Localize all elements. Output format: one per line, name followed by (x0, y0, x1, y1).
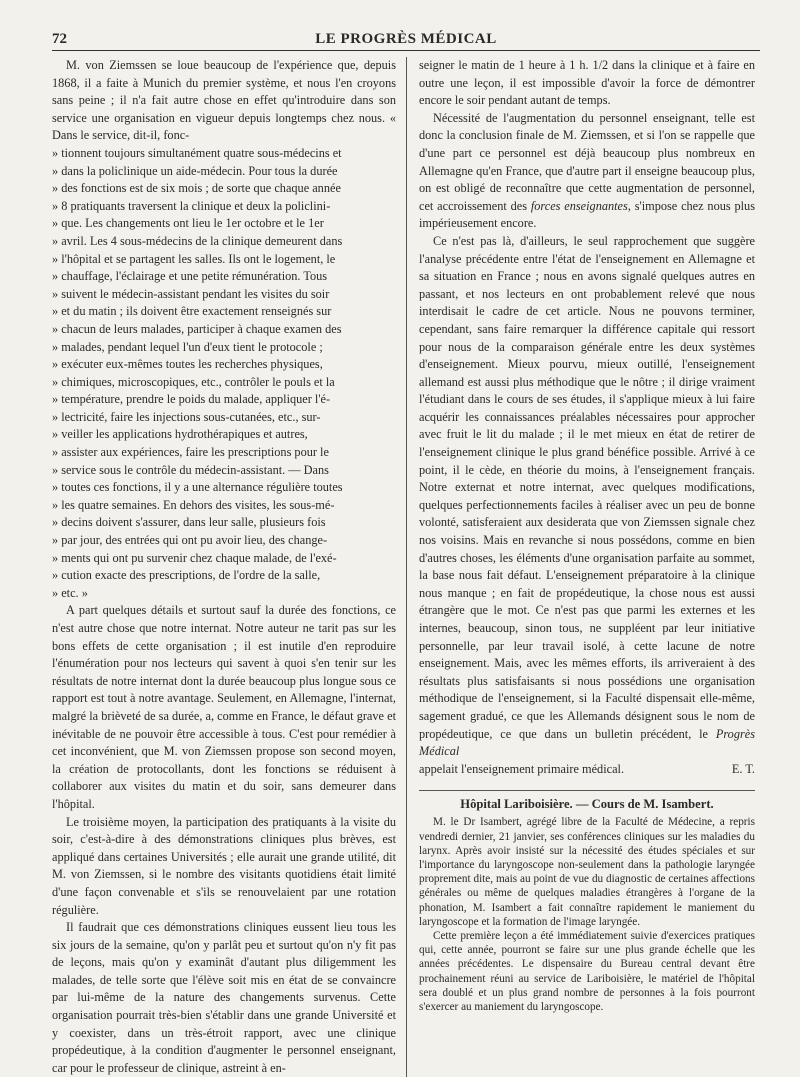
quote-line: » decins doivent s'assurer, dans leur salle, plusieurs fois (52, 515, 326, 530)
quote-line: » température, prendre le poids du malade, appliquer l'é- (52, 392, 331, 407)
quote-line: » cution exacte des prescriptions, de l'ordre de la salle, (52, 568, 321, 583)
paragraph (419, 110, 755, 233)
quote-line: » veiller les applications hydrothérapiques et autres, (52, 427, 308, 442)
quote-line: » assister aux expériences, faire les prescriptions pour le (52, 445, 329, 460)
quote-line: » chauffage, l'éclairage et une petite rémunération. Tous (52, 269, 328, 284)
italic-phrase: forces enseignantes (530, 198, 628, 213)
paragraph: M. le Dr Isambert, agrégé libre de la Faculté de Médecine, a repris vendredi dernier, 21 janvier, ses conférences cliniques sur les maladies du larynx. Après avoir insisté sur la nécessité des études spéciales et sur l'importance du laryngoscope non-seulement dans la pathologie laryngée proprement dite, mais au point de vue du diagnostic de certaines affections générales ou même de quelques maladies étrangères à l'organe de la phonation, M. Isambert a fait connaître rapidement le maniement du laryngoscope et la formation de l'image laryngée. (419, 816, 755, 928)
paragraph: seigner le matin de 1 heure à 1 h. 1/2 dans la clinique et à faire en outre une leçon, il est impossible d'avoir la force de démontrer encore le soir pendant autant de temps. (419, 58, 755, 108)
paragraph: M. von Ziemssen se loue beaucoup de l'expérience que, depuis 1868, il a faite à Munich du premier système, et nous l'en croyons sans peine ; il n'a fait autre chose en effet qu'introduire dans son service une organisation en vigueur depuis longtemps chez nous. « Dans le service, dit-il, fonc- (52, 58, 396, 143)
text-run: Nécessité de l'augmentation du personnel enseignant, telle est donc la conclusion finale de M. Ziemssen, et si l'on se rappelle que d'une part ce personnel est déjà beaucoup plus nombreux en Allemagne qu'en France, que d'autre part il enseigne beaucoup plus, on est obligé de reconnaître que cette augmentation de personnel, cet accroissement des (419, 110, 755, 213)
journal-title: LE PROGRÈS MÉDICAL (315, 31, 497, 47)
quote-line: » avril. Les 4 sous-médecins de la clinique demeurent dans (52, 233, 343, 248)
signature-line (419, 761, 755, 779)
paragraph: Le troisième moyen, la participation des pratiquants à la visite du soir, c'est-à-dire à des démonstrations cliniques plus brèves, est appliqué dans certaines Universités ; elle aurait une grande utilité, dit M. von Ziemssen, si le nombre des visitants quotidiens était limité d'une façon convenable et s'ils se renouvelaient par une rotation régulière. (52, 814, 396, 917)
quote-line: » les quatre semaines. En dehors des visites, les sous-mé- (52, 497, 335, 512)
quote-line: » que. Les changements ont lieu le 1er octobre et le 1er (52, 216, 324, 231)
quote-line: » suivent le médecin-assistant pendant les visites du soir (52, 286, 330, 301)
quote-line: » tionnent toujours simultanément quatre sous-médecins et (52, 145, 342, 160)
quote-line: » et du matin ; ils doivent être exactement renseignés sur (52, 304, 332, 319)
quote-line: » des fonctions est de six mois ; de sorte que chaque année (52, 181, 341, 196)
quote-line: » l'hôpital et se partagent les salles. Ils ont le logement, le (52, 251, 336, 266)
news-item (419, 815, 755, 1014)
quote-line: » toutes ces fonctions, il y a une alternance régulière toutes (52, 480, 343, 495)
quote-line: » chimiques, microscopiques, etc., contrôler le pouls et la (52, 374, 335, 389)
closing-text: appelait l'enseignement primaire médical. (419, 761, 625, 776)
quote-line: » service sous le contrôle du médecin-assistant. — Dans (52, 462, 329, 477)
paragraph: A part quelques détails et surtout sauf la durée des fonctions, ce n'est autre chose que notre internat. Notre auteur ne tarit pas sur les bons effets de cette organisation ; il est inutile d'en reproduire l'énumération pour nos lecteurs qui savent à quoi s'en tenir sur les résultats de notre internat dont la durée beaucoup plus longue sous ce rapport est tout à notre avantage. Seulement, en Allemagne, l'internat, malgré la brièveté de sa durée, a, comme en France, le défaut grave et inévitable de ne pouvoir être accessible à tous. C'est pour remédier à cet inconvénient, que M. von Ziemssen propose son second moyen, la création de protocollants, dont les fonctions se réduisent à collaborer aux visites du matin et du soir, sans demeurer dans l'hôpital. (52, 603, 396, 811)
paragraph: Cette première leçon a été immédiatement suivie d'exercices pratiques qui, cette année, pourront se faire sur une plus grande échelle que les années précédentes. Le dispensaire du Bureau central devant être prochainement réuni au service de Lariboisière, le matériel de l'hôpital sera doublé et un plus grand nombre de personnes à la fois pourront s'exercer au maniement du laryngoscope. (419, 929, 755, 1013)
author-signature: E. T. (731, 761, 755, 776)
journal-name-italic: Progrès Médical (419, 726, 755, 759)
quote-line: » exécuter eux-mêmes toutes les recherches physiques, (52, 357, 323, 372)
quotation-block (52, 145, 396, 602)
left-column (52, 57, 406, 1077)
quote-line: » lectricité, faire les injections sous-cutanées, etc., sur- (52, 409, 321, 424)
section-heading: Hôpital Lariboisière. — Cours de M. Isambert. (419, 790, 755, 812)
quote-line: » ments qui ont pu survenir chez chaque malade, de l'exé- (52, 550, 337, 565)
quote-line: » par jour, des entrées qui ont pu avoir lieu, des change- (52, 533, 328, 548)
paragraph: Il faudrait que ces démonstrations cliniques eussent lieu tous les six jours de la semaine, qu'on y parlât peu et surtout qu'on n'y fit pas de leçons, mais qu'on y examinât d'autant plus diligemment les malades, de telle sorte que l'élève soit mis en état de se convaincre par lui-même de la nature des changements survenus. Cette organisation pourrait très-bien s'établir dans une grande Université et y coexister, dans un très-étroit rapport, avec une clinique propédeutique, à la condition d'augmenter le personnel enseignant, car pour le professeur de clinique, astreint à en- (52, 920, 396, 1075)
quote-line: » chacun de leurs malades, participer à chaque examen des (52, 321, 342, 336)
page-number: 72 (52, 31, 67, 47)
text-run: , s'impose chez nous plus impérieusement encore. (419, 198, 755, 231)
quote-line: » etc. » (52, 585, 88, 600)
paragraph (419, 233, 755, 761)
quote-line: » dans la policlinique un aide-médecin. Pour tous la durée (52, 163, 338, 178)
page-header (52, 26, 760, 51)
quote-line: » 8 pratiquants traversent la clinique et deux la policlini- (52, 198, 331, 213)
right-column (406, 57, 755, 1077)
quote-line: » malades, pendant lequel l'un d'eux tient le protocole ; (52, 339, 323, 354)
two-column-body (52, 57, 760, 1077)
text-run: Ce n'est pas là, d'ailleurs, le seul rapprochement que suggère l'analyse précédente entre l'état de l'enseignement en Allemagne et sa situation en France ; nous en avons signalé quelques autres en passant, et nos lecteurs en ont probablement relevé que nous interdisait le cadre de cet article. Nous ne pouvons terminer, cependant, sans faire remarquer la différence capitale qui ressort pour nous de la comparaison générale entre les deux systèmes d'enseignement. Mieux pourvu, mieux outillé, l'enseignement allemand est aussi plus méthodique que le nôtre ; il dirige vraiment l'étudiant dans le cours de ses études, il s'applique mieux à lui faire acquérir les connaissances préalables nécessaires pour approcher avec fruit le lit du malade ; il le met mieux en état de retirer de l'enseignement clinique le plus grand bénéfice possible. Arrivé à ce point, il le cède, en théorie du moins, à l'enseignement français. Notre externat et notre internat, avec quelques modifications, quelques perfectionnements faciles à réaliser avec un peu de bonne volonté, satisferaient aux desiderata que von Ziemssen signale chez nos voisins. Mais en revanche si nous possédons, comme en bien d'autres choses, les éléments d'une organisation parfaite au sommet, la base nous fait défaut. L'enseignement préparatoire à la clinique nous manque ; en fait de propédeutique, la chose nous est aussi étrangère que le mot. Ce n'est pas que parmi les externes et les internes, beaucoup, sinon tous, ne suppléent par leur initiative personnelle, par leur travail isolé, à cette lacune de notre enseignement. Mais, avec les mêmes efforts, ils arriveraient à des résultats plus satisfaisants si nous possédions une organisation méthodique de l'enseignement, si la Faculté dispensait elle-même, sagement gradué, ce que les Allemands désignent sous le nom de propédeutique, ce que dans un bulletin précédent, le (419, 233, 755, 741)
